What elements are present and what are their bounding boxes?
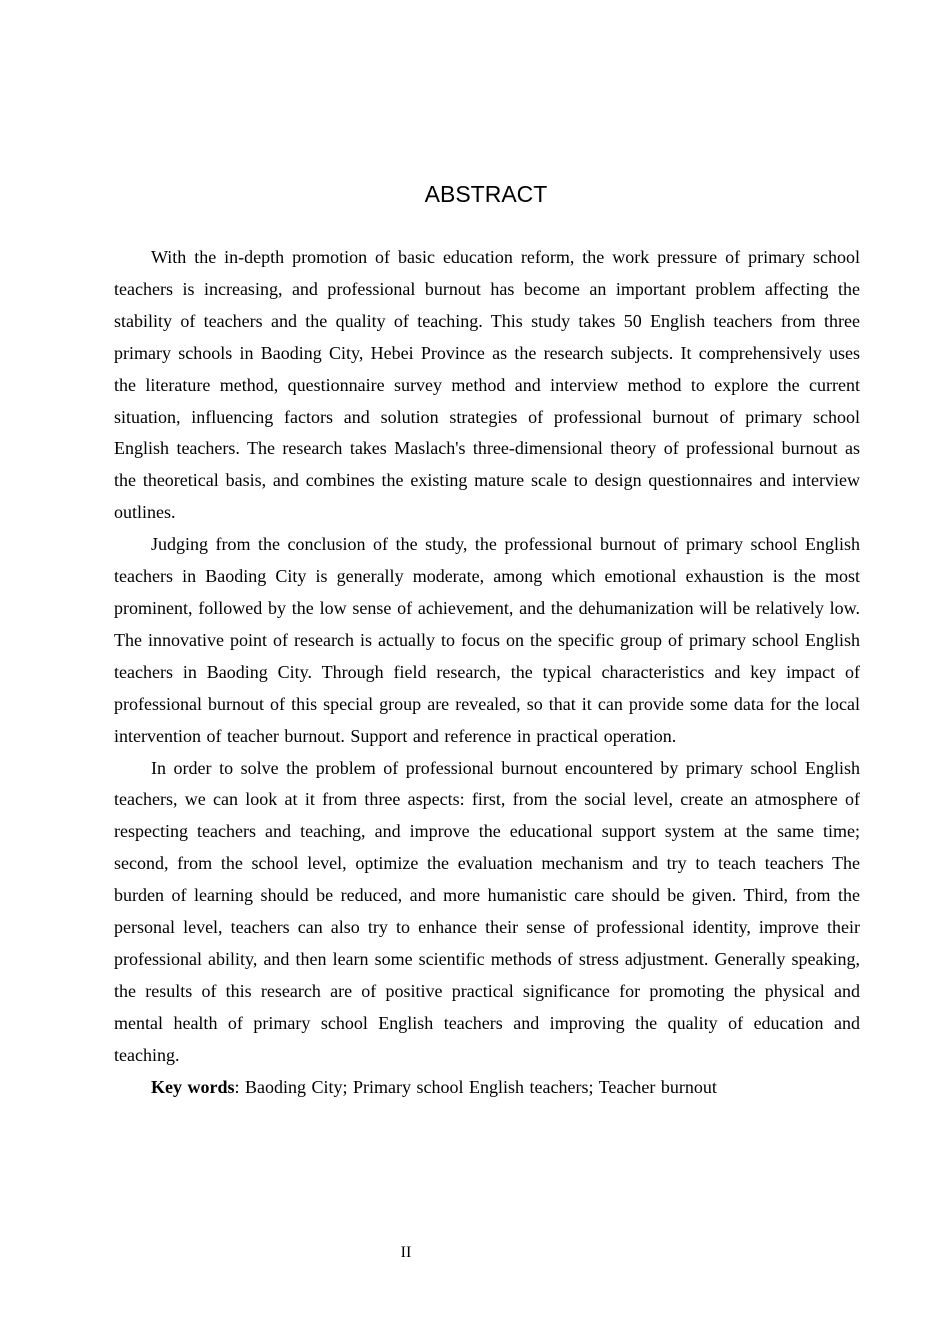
abstract-paragraph-3: In order to solve the problem of professional burnout encountered by primary school English teachers, we can look at it from three aspects: first, from the social level, create an atmosphere of respecting teachers and teaching, and improve the educational support system at the same time; second, from the school level, optimize the evaluation mechanism and try to teach teachers The burden of learning should be reduced, and more humanistic care should be given. Third, from the personal level, teachers can also try to enhance their sense of professional identity, improve their professional ability, and then learn some scientific methods of stress adjustment. Generally speaking, the results of this research are of positive practical significance for promoting the physical and mental health of primary school English teachers and improving the quality of education and teaching. (114, 757, 860, 1065)
keywords-separator: : (234, 1076, 246, 1097)
abstract-paragraph-2: Judging from the conclusion of the study, the professional burnout of primary school English teachers in Baoding City is generally moderate, among which emotional exhaustion is the most prominent, followed by the low sense of achievement, and the dehumanization will be relatively low. The innovative point of research is actually to focus on the specific group of primary school English teachers in Baoding City. Through field research, the typical characteristics and key impact of professional burnout of this special group are revealed, so that it can provide some data for the local intervention of teacher burnout. Support and reference in practical operation. (114, 534, 860, 746)
abstract-title: ABSTRACT (424, 181, 548, 207)
keywords-text: Baoding City; Primary school English teachers; Teacher burnout (245, 1076, 717, 1097)
page-number: II (400, 1244, 412, 1261)
abstract-body (114, 242, 860, 1103)
keywords-line (114, 1072, 860, 1104)
abstract-paragraph-1: With the in-depth promotion of basic education reform, the work pressure of primary school teachers is increasing, and professional burnout has become an important problem affecting the stability of teachers and the quality of teaching. This study takes 50 English teachers from three primary schools in Baoding City, Hebei Province as the research subjects. It comprehensively uses the literature method, questionnaire survey method and interview method to explore the current situation, influencing factors and solution strategies of professional burnout of primary school English teachers. The research takes Maslach's three-dimensional theory of professional burnout as the theoretical basis, and combines the existing mature scale to design questionnaires and interview outlines. (114, 247, 860, 523)
keywords-label: Key words (151, 1076, 235, 1097)
